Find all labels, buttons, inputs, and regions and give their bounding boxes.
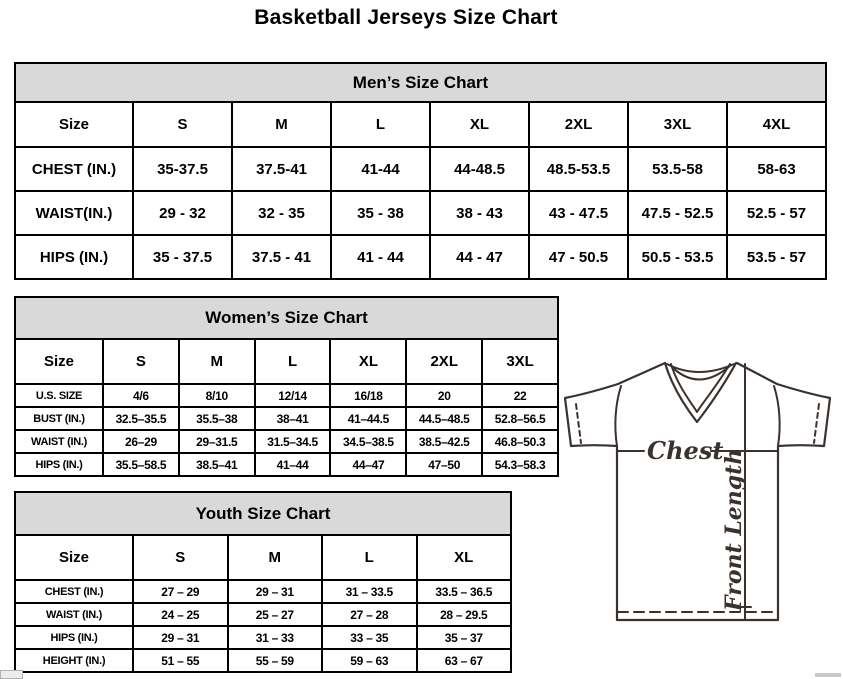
size-cell: 24 – 25 <box>133 603 228 626</box>
size-cell: 35-37.5 <box>133 147 232 191</box>
size-cell: 26–29 <box>103 430 179 453</box>
size-cell: 16/18 <box>330 384 406 407</box>
size-cell: 38.5–42.5 <box>406 430 482 453</box>
womens-row-label: HIPS (IN.) <box>15 453 103 476</box>
size-cell: 44 - 47 <box>430 235 529 279</box>
mens-row-label: CHEST (IN.) <box>15 147 133 191</box>
size-cell: 8/10 <box>179 384 255 407</box>
mens-col-header: 3XL <box>628 102 727 147</box>
youth-col-header: S <box>133 535 228 580</box>
size-cell: 59 – 63 <box>322 649 417 672</box>
youth-col-header: XL <box>417 535 512 580</box>
size-cell: 35 – 37 <box>417 626 512 649</box>
size-cell: 44–47 <box>330 453 406 476</box>
womens-col-header: 2XL <box>406 339 482 384</box>
size-cell: 47 - 50.5 <box>529 235 628 279</box>
womens-col-header: XL <box>330 339 406 384</box>
size-cell: 53.5-58 <box>628 147 727 191</box>
womens-row-label: WAIST (IN.) <box>15 430 103 453</box>
size-cell: 48.5-53.5 <box>529 147 628 191</box>
front-length-label: Front Length <box>721 448 747 611</box>
right-cuff-stitch <box>814 404 819 443</box>
youth-row-label: HEIGHT (IN.) <box>15 649 133 672</box>
size-cell: 35.5–38 <box>179 407 255 430</box>
size-cell: 52.8–56.5 <box>482 407 558 430</box>
jersey-outline <box>565 363 830 620</box>
jersey-measurement-diagram <box>555 355 842 625</box>
size-cell: 46.8–50.3 <box>482 430 558 453</box>
size-cell: 47.5 - 52.5 <box>628 191 727 235</box>
womens-col-header: S <box>103 339 179 384</box>
womens-row-label: U.S. SIZE <box>15 384 103 407</box>
size-cell: 55 – 59 <box>228 649 323 672</box>
size-cell: 37.5 - 41 <box>232 235 331 279</box>
mens-corner-header: Size <box>15 102 133 147</box>
size-cell: 35 - 37.5 <box>133 235 232 279</box>
mens-row-label: HIPS (IN.) <box>15 235 133 279</box>
mens-col-header: M <box>232 102 331 147</box>
mens-size-table <box>14 62 827 280</box>
size-cell: 38 - 43 <box>430 191 529 235</box>
youth-table-caption: Youth Size Chart <box>15 492 511 535</box>
size-cell: 54.3–58.3 <box>482 453 558 476</box>
size-cell: 32 - 35 <box>232 191 331 235</box>
womens-col-header: 3XL <box>482 339 558 384</box>
size-cell: 41–44.5 <box>330 407 406 430</box>
scrollbar-fragment-right <box>815 673 841 677</box>
youth-corner-header: Size <box>15 535 133 580</box>
mens-col-header: L <box>331 102 430 147</box>
size-cell: 52.5 - 57 <box>727 191 826 235</box>
size-cell: 41-44 <box>331 147 430 191</box>
size-cell: 29–31.5 <box>179 430 255 453</box>
size-cell: 25 – 27 <box>228 603 323 626</box>
size-cell: 35 - 38 <box>331 191 430 235</box>
page-title: Basketball Jerseys Size Chart <box>254 6 558 29</box>
size-cell: 53.5 - 57 <box>727 235 826 279</box>
size-cell: 31 – 33.5 <box>322 580 417 603</box>
scrollbar-fragment-left <box>0 670 23 679</box>
mens-col-header: S <box>133 102 232 147</box>
size-cell: 20 <box>406 384 482 407</box>
youth-col-header: M <box>228 535 323 580</box>
size-cell: 22 <box>482 384 558 407</box>
youth-col-header: L <box>322 535 417 580</box>
youth-row-label: CHEST (IN.) <box>15 580 133 603</box>
size-cell: 41–44 <box>255 453 331 476</box>
mens-col-header: 4XL <box>727 102 826 147</box>
size-cell: 29 – 31 <box>133 626 228 649</box>
mens-col-header: 2XL <box>529 102 628 147</box>
size-cell: 12/14 <box>255 384 331 407</box>
size-cell: 47–50 <box>406 453 482 476</box>
womens-corner-header: Size <box>15 339 103 384</box>
youth-row-label: WAIST (IN.) <box>15 603 133 626</box>
size-cell: 38–41 <box>255 407 331 430</box>
mens-row-label: WAIST(IN.) <box>15 191 133 235</box>
size-cell: 29 – 31 <box>228 580 323 603</box>
chest-label: Chest <box>647 436 724 465</box>
size-cell: 44.5–48.5 <box>406 407 482 430</box>
size-cell: 37.5-41 <box>232 147 331 191</box>
mens-table-caption: Men’s Size Chart <box>15 63 826 102</box>
size-cell: 63 – 67 <box>417 649 512 672</box>
size-cell: 32.5–35.5 <box>103 407 179 430</box>
jersey-icon <box>555 355 842 625</box>
size-cell: 33 – 35 <box>322 626 417 649</box>
womens-row-label: BUST (IN.) <box>15 407 103 430</box>
size-cell: 43 - 47.5 <box>529 191 628 235</box>
size-cell: 27 – 29 <box>133 580 228 603</box>
left-armhole-seam <box>615 386 621 446</box>
right-armhole-seam <box>774 386 780 446</box>
size-cell: 29 - 32 <box>133 191 232 235</box>
size-cell: 38.5–41 <box>179 453 255 476</box>
womens-col-header: M <box>179 339 255 384</box>
youth-size-table <box>14 491 512 673</box>
size-cell: 41 - 44 <box>331 235 430 279</box>
size-cell: 50.5 - 53.5 <box>628 235 727 279</box>
mens-col-header: XL <box>430 102 529 147</box>
womens-size-table <box>14 296 559 477</box>
left-cuff-stitch <box>576 404 581 443</box>
size-cell: 34.5–38.5 <box>330 430 406 453</box>
youth-row-label: HIPS (IN.) <box>15 626 133 649</box>
size-cell: 51 – 55 <box>133 649 228 672</box>
size-cell: 44-48.5 <box>430 147 529 191</box>
womens-col-header: L <box>255 339 331 384</box>
size-cell: 4/6 <box>103 384 179 407</box>
size-cell: 35.5–58.5 <box>103 453 179 476</box>
womens-table-caption: Women’s Size Chart <box>15 297 558 339</box>
size-cell: 58-63 <box>727 147 826 191</box>
size-cell: 28 – 29.5 <box>417 603 512 626</box>
size-cell: 33.5 – 36.5 <box>417 580 512 603</box>
size-cell: 31.5–34.5 <box>255 430 331 453</box>
size-cell: 31 – 33 <box>228 626 323 649</box>
size-cell: 27 – 28 <box>322 603 417 626</box>
